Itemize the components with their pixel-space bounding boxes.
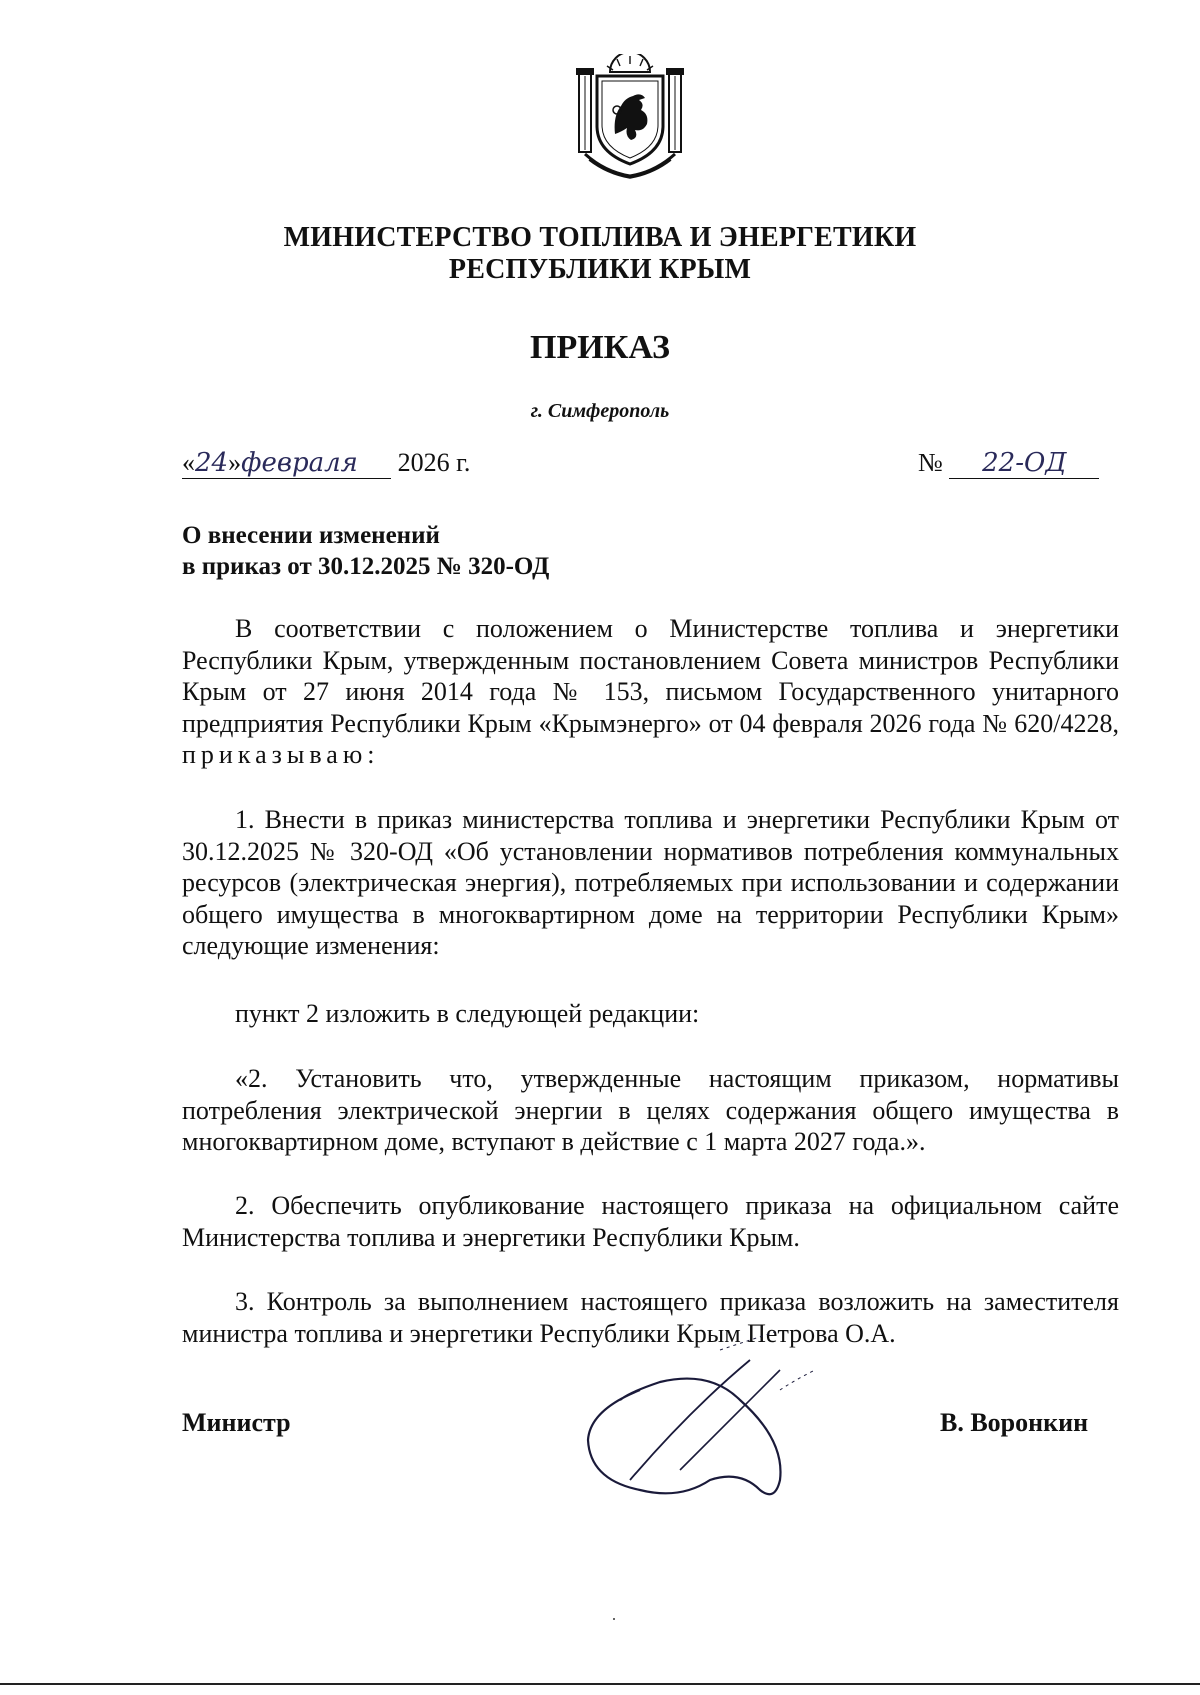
date-open-quote: « xyxy=(182,448,195,477)
handwritten-signature-icon xyxy=(570,1330,870,1530)
date-day: 24 xyxy=(195,448,229,478)
order-subject xyxy=(182,520,549,582)
signatory-name: В. Воронкин xyxy=(940,1408,1089,1437)
item1-text: 1. Внести в приказ министерства топлива и энергетики Республики Крым от 30.12.2025 № 320-ОД «Об установлении нормативов потребления коммунальных ресурсов (электрическая энергия), потребляемых при использовании и содержании общего имущества в многоквартирном доме на территории Республики Крым» следующие изменения: xyxy=(182,805,1119,960)
ministry-name-line1: МИНИСТЕРСТВО ТОПЛИВА И ЭНЕРГЕТИКИ xyxy=(283,222,917,253)
date-close-quote: » xyxy=(228,448,242,477)
item2-text: 2. Обеспечить опубликование настоящего приказа на официальном сайте Министерства топлива и энергетики Республики Крым. xyxy=(182,1191,1119,1252)
item1-paragraph xyxy=(182,804,1119,962)
order-date xyxy=(182,448,470,479)
preamble-text: В соответствии с положением о Министерстве топлива и энергетики Республики Крым, утвержденным постановлением Совета министров Республики Крым от 27 июня 2014 года № 153, письмом Государственного унитарного предприятия Республики Крым «Крымэнерго» от 04 февраля 2026 года № 620/4228, xyxy=(182,614,1119,738)
order-word: приказываю: xyxy=(182,740,380,769)
signatory-title: Министр xyxy=(182,1408,291,1437)
number-value: 22-ОД xyxy=(949,448,1099,479)
item2-paragraph xyxy=(182,1190,1119,1253)
page-bottom-rule xyxy=(0,1683,1200,1685)
ministry-name xyxy=(0,222,1200,286)
scan-speck xyxy=(613,1618,615,1620)
item1-quote-text: «2. Установить что, утвержденные настоящим приказом, нормативы потребления электрической энергии в целях содержания общего имущества в многоквартирном доме, вступают в действие с 1 марта 2027 года.». xyxy=(182,1064,1119,1156)
item1-sub-text: пункт 2 изложить в следующей редакции: xyxy=(235,999,700,1028)
order-number xyxy=(918,448,1099,479)
item1-quote-paragraph xyxy=(182,1063,1119,1158)
subject-line2: в приказ от 30.12.2025 № 320-ОД xyxy=(182,553,550,580)
crimea-coat-of-arms-icon xyxy=(575,54,685,179)
item1-sub-paragraph xyxy=(182,998,1119,1030)
item3-text: 3. Контроль за выполнением настоящего приказа возложить на заместителя министра топлива и энергетики Республики Крым Петрова О.А. xyxy=(182,1287,1119,1348)
ministry-name-line2: РЕСПУБЛИКИ КРЫМ xyxy=(448,254,752,285)
number-label: № xyxy=(918,448,943,477)
preamble-paragraph xyxy=(182,613,1119,771)
date-year: 2026 г. xyxy=(397,448,471,477)
city-name: г. Симферополь xyxy=(530,400,670,422)
order-title: ПРИКАЗ xyxy=(530,329,670,366)
subject-line1: О внесении изменений xyxy=(182,522,440,549)
date-month: февраля xyxy=(241,448,358,478)
